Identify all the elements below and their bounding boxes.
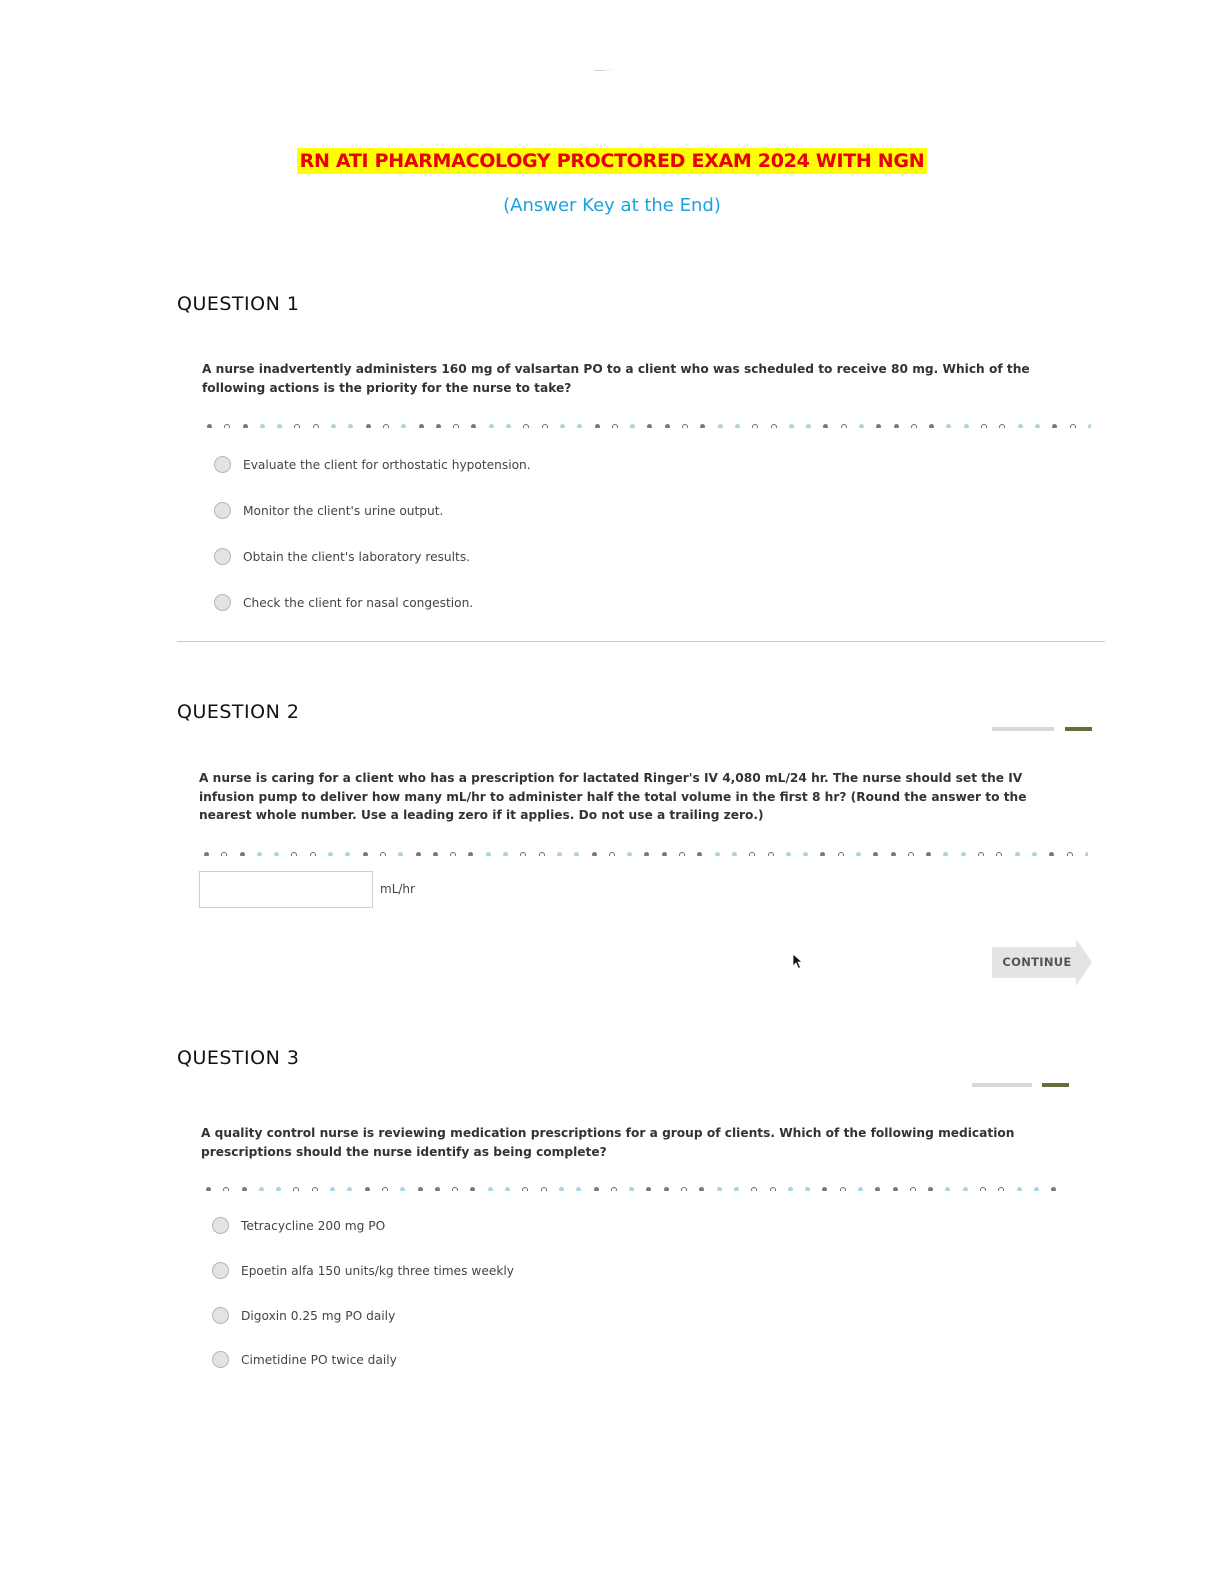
progress-dot <box>452 1187 458 1191</box>
progress-dot <box>542 424 548 428</box>
progress-dot <box>981 424 987 428</box>
progress-dot <box>416 852 421 856</box>
progress-dot <box>771 424 777 428</box>
progress-dot <box>961 852 966 856</box>
progress-dot <box>806 424 811 428</box>
progress-dot <box>398 852 403 856</box>
progress-dot <box>1051 1187 1056 1191</box>
answer-option[interactable] <box>212 1217 385 1234</box>
progress-dot <box>946 424 951 428</box>
progress-dot <box>419 424 424 428</box>
progress-dot <box>330 1187 335 1191</box>
progress-dot <box>823 424 828 428</box>
answer-option[interactable] <box>214 548 470 565</box>
progress-dot <box>224 424 230 428</box>
progress-dot <box>770 1187 776 1191</box>
progress-dot <box>822 1187 827 1191</box>
progress-dot <box>293 1187 299 1191</box>
progress-dot <box>735 424 740 428</box>
progress-dot <box>347 1187 352 1191</box>
progress-dot <box>734 1187 739 1191</box>
option-label: Check the client for nasal congestion. <box>243 595 474 610</box>
progress-dot <box>980 1187 986 1191</box>
answer-option[interactable] <box>214 456 531 473</box>
progress-dot <box>453 424 459 428</box>
progress-dot <box>682 424 688 428</box>
progress-dot <box>875 1187 880 1191</box>
progress-dot <box>257 852 262 856</box>
progress-dot <box>838 852 844 856</box>
option-label: Digoxin 0.25 mg PO daily <box>241 1308 396 1323</box>
progress-dots <box>206 1181 1066 1191</box>
radio-button[interactable] <box>212 1217 229 1234</box>
progress-dot <box>609 852 615 856</box>
radio-button[interactable] <box>214 456 231 473</box>
title-container <box>0 148 1224 174</box>
question-heading: QUESTION 1 <box>177 293 300 315</box>
progress-dot <box>1018 424 1023 428</box>
progress-dot <box>841 424 847 428</box>
option-label: Cimetidine PO twice daily <box>241 1352 397 1367</box>
progress-dot <box>539 852 545 856</box>
progress-dot <box>489 424 494 428</box>
progress-dot <box>577 424 582 428</box>
progress-dot <box>576 1187 581 1191</box>
progress-dots <box>204 846 1088 856</box>
answer-option[interactable] <box>212 1262 514 1279</box>
progress-dot <box>893 1187 898 1191</box>
progress-dot <box>383 424 389 428</box>
progress-dot <box>331 424 336 428</box>
progress-dot <box>910 1187 916 1191</box>
progress-dot <box>963 1187 968 1191</box>
progress-dot <box>506 424 511 428</box>
screenshot-fragment <box>1042 1083 1069 1087</box>
progress-dot <box>820 852 825 856</box>
answer-option[interactable] <box>214 502 443 519</box>
progress-dot <box>749 852 755 856</box>
progress-dot <box>859 424 864 428</box>
progress-dot <box>223 1187 229 1191</box>
progress-dot <box>894 424 899 428</box>
progress-dot <box>718 424 723 428</box>
progress-dot <box>998 1187 1004 1191</box>
progress-dot <box>612 424 618 428</box>
progress-dot <box>627 852 632 856</box>
progress-dot <box>647 424 652 428</box>
option-label: Epoetin alfa 150 units/kg three times weekly <box>241 1263 515 1278</box>
progress-dot <box>644 852 649 856</box>
header-mark: ——— ·· · <box>594 68 613 72</box>
radio-button[interactable] <box>212 1351 229 1368</box>
radio-button[interactable] <box>214 502 231 519</box>
progress-dot <box>348 424 353 428</box>
progress-dot <box>1052 424 1057 428</box>
progress-dot <box>382 1187 388 1191</box>
progress-dot <box>700 424 705 428</box>
progress-dot <box>891 852 896 856</box>
question-stem: A nurse inadvertently administers 160 mg of valsartan PO to a client who was scheduled to receive 80 mg. Which of the following actions is the priority for the nurse to take? <box>202 362 1030 395</box>
progress-dot <box>559 1187 564 1191</box>
progress-dot <box>873 852 878 856</box>
progress-dot <box>380 852 386 856</box>
answer-option[interactable] <box>212 1351 397 1368</box>
progress-dot <box>1067 852 1073 856</box>
progress-dot <box>294 424 300 428</box>
progress-dot <box>592 852 597 856</box>
progress-dot <box>929 424 934 428</box>
progress-dot <box>557 852 562 856</box>
progress-dot <box>768 852 774 856</box>
progress-dot <box>206 1187 211 1191</box>
progress-dot <box>858 1187 863 1191</box>
answer-option[interactable] <box>214 594 473 611</box>
progress-dot <box>363 852 368 856</box>
question-heading: QUESTION 2 <box>177 701 300 723</box>
progress-dot <box>789 424 794 428</box>
radio-button[interactable] <box>214 548 231 565</box>
progress-dot <box>436 424 441 428</box>
question-stem: A quality control nurse is reviewing medication prescriptions for a group of clients. Which of the following medication prescriptions should the nurse identify as being complete? <box>201 1126 1015 1159</box>
progress-dot <box>752 424 758 428</box>
progress-dot <box>1034 1187 1039 1191</box>
progress-dot <box>207 424 212 428</box>
question-stem: A nurse is caring for a client who has a prescription for lactated Ringer's IV 4,080 mL/24 hr. The nurse should set the IV infusion pump to deliver how many mL/hr to administer half the total volume in the first 8 hr? (Round the answer to the nearest whole number. Use a leading zero if it applies. Do not use a trailing zero.) <box>199 771 1027 822</box>
progress-dot <box>523 424 529 428</box>
radio-button[interactable] <box>212 1262 229 1279</box>
screenshot-fragment <box>992 727 1054 731</box>
progress-dot <box>486 852 491 856</box>
question-heading: QUESTION 3 <box>177 1047 300 1069</box>
progress-dot <box>646 1187 651 1191</box>
continue-button-label: CONTINUE <box>1002 955 1072 969</box>
progress-dot <box>313 424 319 428</box>
screenshot-fragment <box>1065 727 1092 731</box>
mouse-cursor-icon <box>792 953 803 970</box>
progress-dot <box>665 424 670 428</box>
progress-dot <box>911 424 917 428</box>
progress-dot <box>908 852 914 856</box>
progress-dot <box>840 1187 846 1191</box>
unit-label: mL/hr <box>380 882 415 896</box>
answer-option[interactable] <box>212 1307 395 1324</box>
progress-dot <box>943 852 948 856</box>
progress-dot <box>505 1187 510 1191</box>
progress-dot <box>788 1187 793 1191</box>
progress-dot <box>450 852 456 856</box>
progress-dot <box>1017 1187 1022 1191</box>
progress-dot <box>928 1187 933 1191</box>
progress-dot <box>366 424 371 428</box>
progress-dot <box>681 1187 687 1191</box>
progress-dots <box>207 418 1091 428</box>
progress-dot <box>805 1187 810 1191</box>
progress-dot <box>503 852 508 856</box>
progress-dot <box>664 1187 669 1191</box>
progress-dot <box>401 424 406 428</box>
section-divider <box>177 641 1105 642</box>
progress-dot <box>697 852 702 856</box>
progress-dot <box>751 1187 757 1191</box>
progress-dot <box>204 852 209 856</box>
progress-dot <box>365 1187 370 1191</box>
document-title: RN ATI PHARMACOLOGY PROCTORED EXAM 2024 WITH NGN <box>297 148 928 174</box>
progress-dot <box>468 852 473 856</box>
progress-dot <box>996 852 1002 856</box>
screenshot-fragment <box>972 1083 1032 1087</box>
progress-dot <box>260 424 265 428</box>
radio-button[interactable] <box>214 594 231 611</box>
progress-dot <box>876 424 881 428</box>
progress-dot <box>1085 852 1088 856</box>
progress-dot <box>595 424 600 428</box>
progress-dot <box>520 852 526 856</box>
progress-dot <box>978 852 984 856</box>
progress-dot <box>786 852 791 856</box>
progress-dot <box>277 424 282 428</box>
progress-dot <box>471 424 476 428</box>
option-label: Evaluate the client for orthostatic hypotension. <box>243 457 531 472</box>
progress-dot <box>433 852 438 856</box>
progress-dot <box>699 1187 704 1191</box>
progress-dot <box>945 1187 950 1191</box>
progress-dot <box>488 1187 493 1191</box>
progress-dot <box>679 852 685 856</box>
progress-dot <box>629 1187 634 1191</box>
progress-dot <box>312 1187 318 1191</box>
radio-button[interactable] <box>212 1307 229 1324</box>
progress-dot <box>276 1187 281 1191</box>
progress-dot <box>1049 852 1054 856</box>
progress-dot <box>594 1187 599 1191</box>
progress-dot <box>259 1187 264 1191</box>
progress-dot <box>435 1187 440 1191</box>
progress-dot <box>291 852 297 856</box>
subtitle-container <box>0 195 1224 216</box>
progress-dot <box>717 1187 722 1191</box>
progress-dot <box>522 1187 528 1191</box>
progress-dot <box>803 852 808 856</box>
document-subtitle: (Answer Key at the End) <box>503 195 721 216</box>
progress-dot <box>560 424 565 428</box>
progress-dot <box>715 852 720 856</box>
progress-dot <box>541 1187 547 1191</box>
progress-dot <box>310 852 316 856</box>
progress-dot <box>470 1187 475 1191</box>
option-label: Tetracycline 200 mg PO <box>241 1218 386 1233</box>
progress-dot <box>418 1187 423 1191</box>
progress-dot <box>964 424 969 428</box>
progress-dot <box>221 852 227 856</box>
progress-dot <box>274 852 279 856</box>
progress-dot <box>400 1187 405 1191</box>
progress-dot <box>1070 424 1076 428</box>
progress-dot <box>611 1187 617 1191</box>
progress-dot <box>926 852 931 856</box>
progress-dot <box>1035 424 1040 428</box>
progress-dot <box>574 852 579 856</box>
progress-dot <box>630 424 635 428</box>
progress-dot <box>662 852 667 856</box>
progress-dot <box>240 852 245 856</box>
progress-dot <box>856 852 861 856</box>
progress-dot <box>328 852 333 856</box>
progress-dot <box>732 852 737 856</box>
answer-input[interactable] <box>199 871 373 908</box>
progress-dot <box>1088 424 1091 428</box>
option-label: Obtain the client's laboratory results. <box>243 549 471 564</box>
progress-dot <box>243 424 248 428</box>
progress-dot <box>1015 852 1020 856</box>
option-label: Monitor the client's urine output. <box>243 503 444 518</box>
progress-dot <box>242 1187 247 1191</box>
progress-dot <box>345 852 350 856</box>
progress-dot <box>999 424 1005 428</box>
progress-dot <box>1032 852 1037 856</box>
